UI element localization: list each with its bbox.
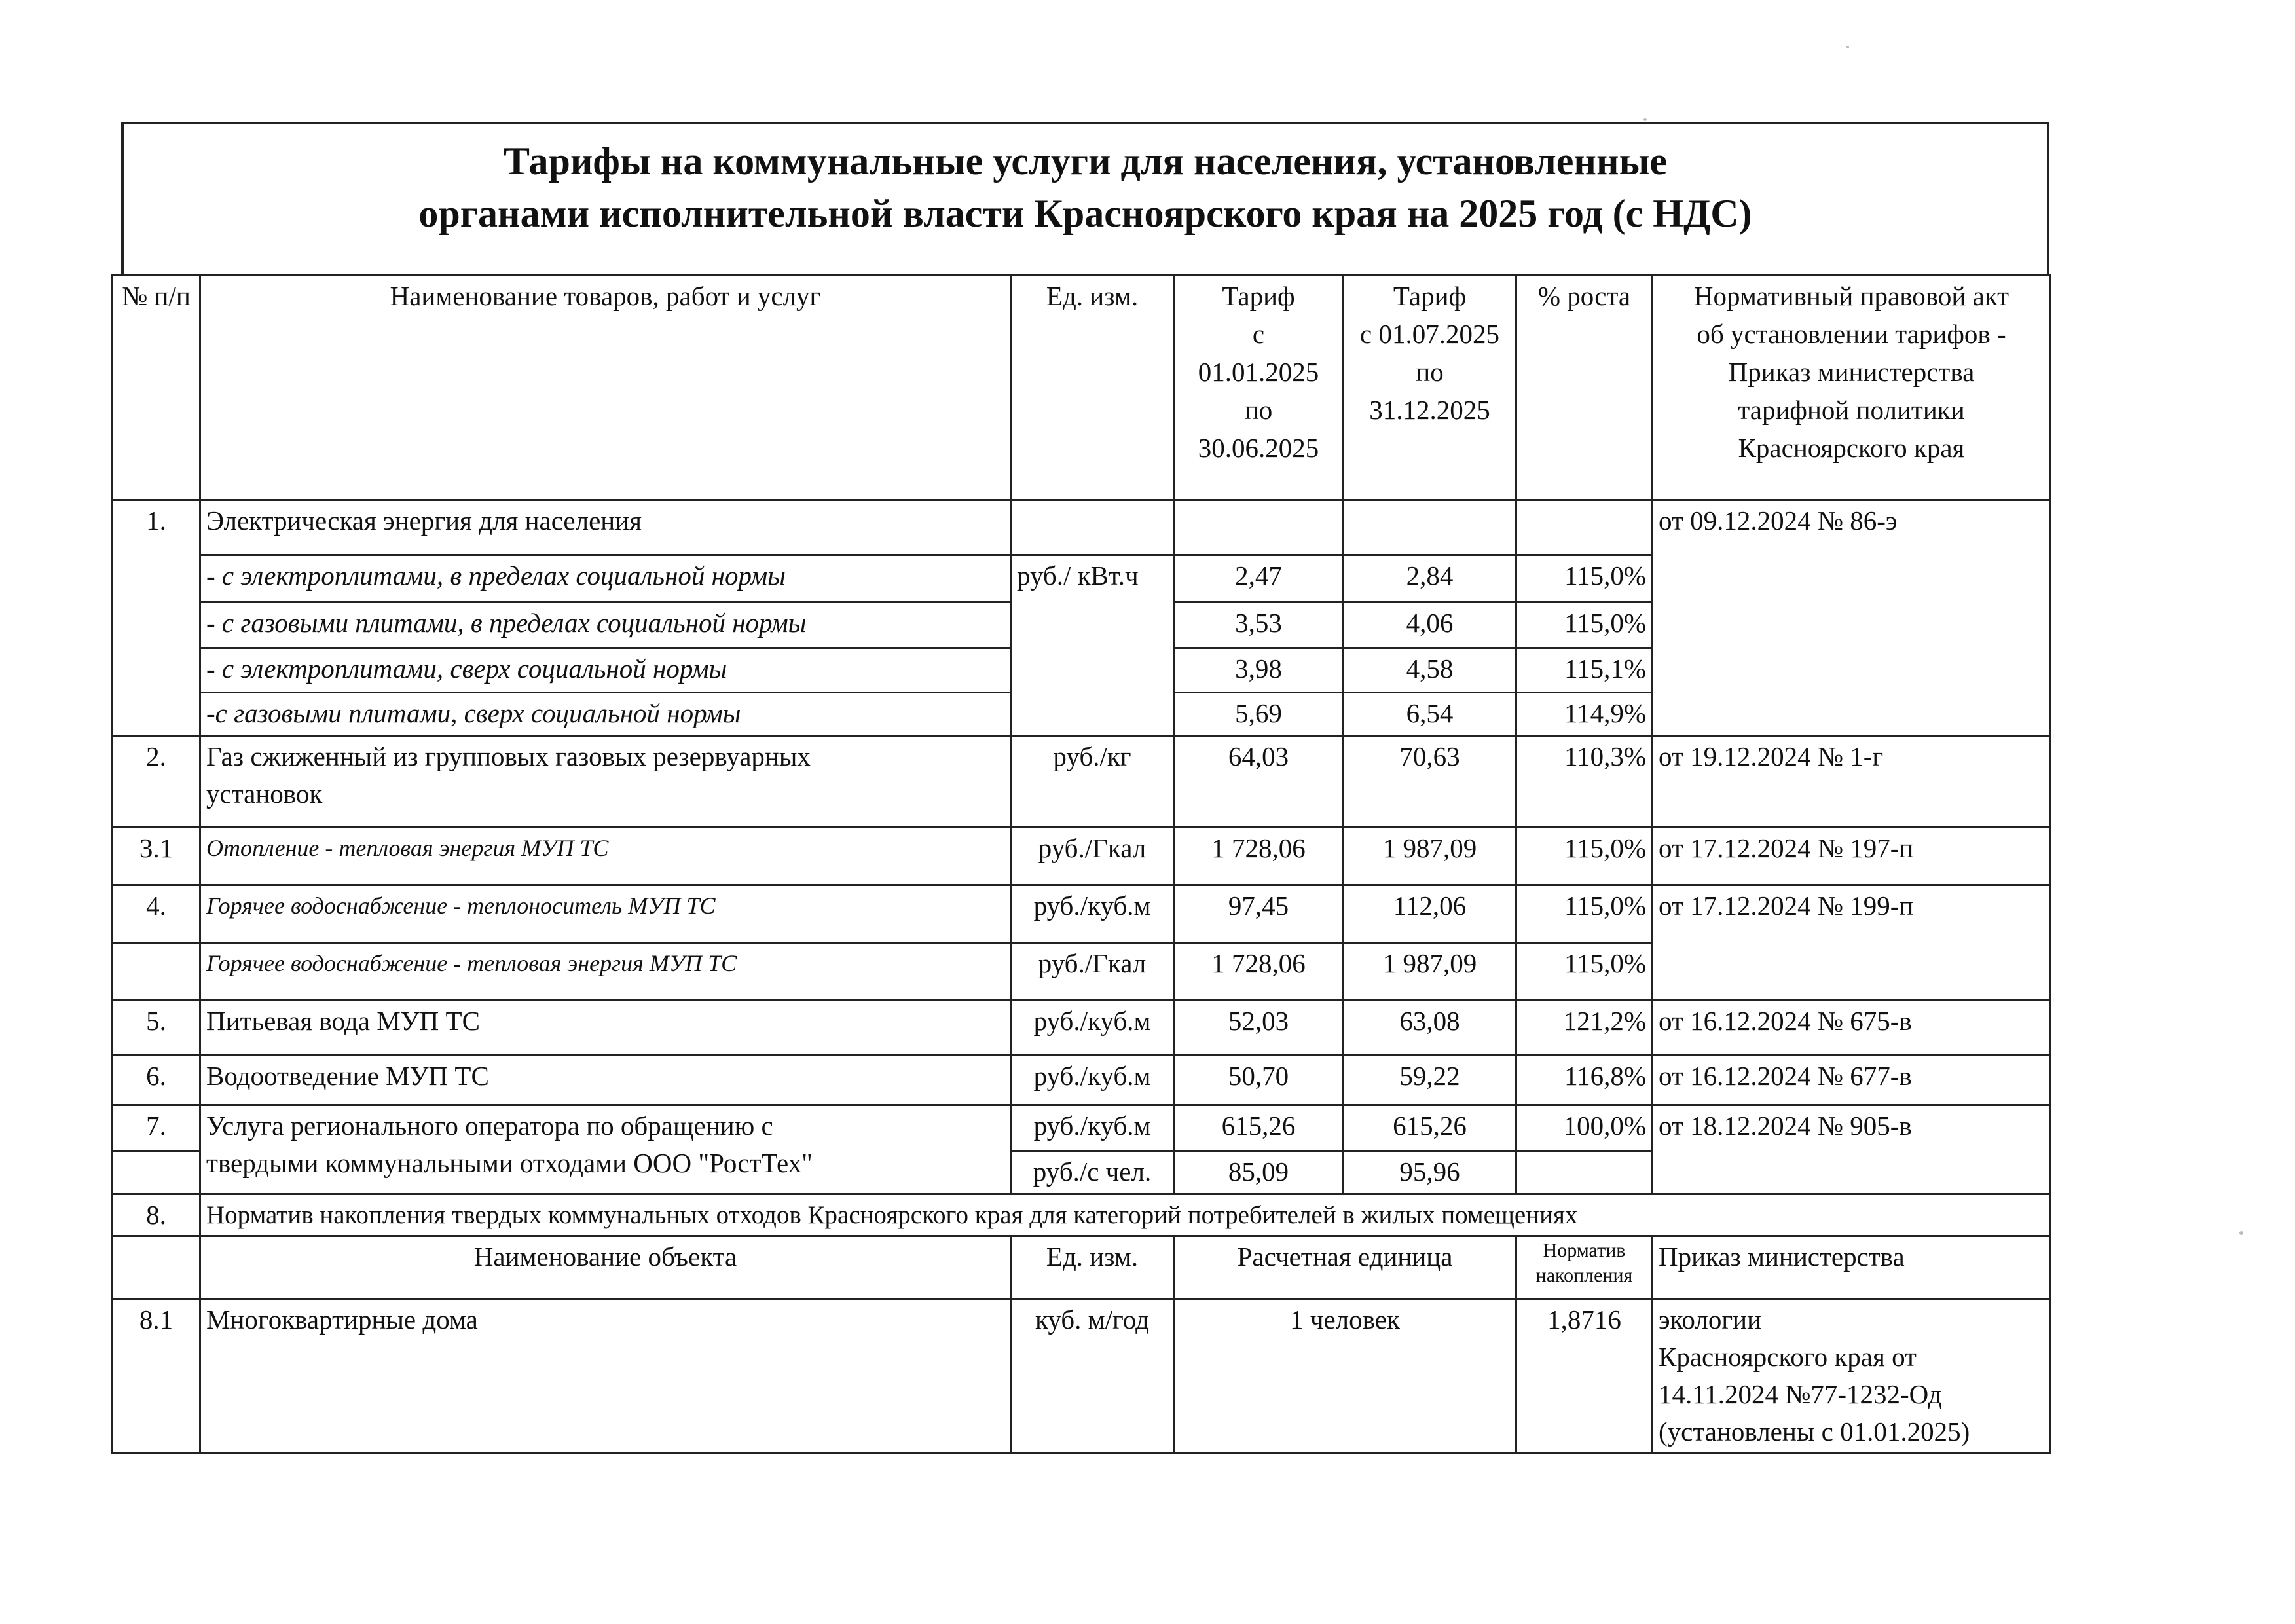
row-tariff-1: 2,47: [1174, 555, 1344, 602]
row-num: 6.: [113, 1056, 200, 1105]
row-num: 5.: [113, 1001, 200, 1056]
row-num: 7.: [113, 1105, 200, 1151]
header-act-line: Нормативный правовой акт: [1693, 281, 2010, 311]
scan-speck: [2239, 1231, 2243, 1235]
row-growth: 115,0%: [1516, 943, 1653, 1001]
row-unit: руб./куб.м: [1011, 1105, 1174, 1151]
header-act: [1653, 275, 2051, 500]
sub-header-name: Наименование объекта: [200, 1236, 1011, 1299]
row-act-line: 14.11.2024 №77-1232-Од: [1659, 1379, 1942, 1409]
row-tariff-1: 3,53: [1174, 602, 1344, 648]
header-num: № п/п: [113, 275, 200, 500]
row-tariff-1: 85,09: [1174, 1151, 1344, 1194]
header-act-line: об установлении тарифов -: [1697, 319, 2006, 349]
sub-header-num: [113, 1236, 200, 1299]
table-row: [113, 1001, 2051, 1056]
sub-header-act: Приказ министерства: [1653, 1236, 2051, 1299]
row-growth: 115,1%: [1516, 648, 1653, 693]
row-tariff-2: 63,08: [1344, 1001, 1516, 1056]
row-name: Отопление - тепловая энергия МУП ТС: [200, 828, 1011, 885]
row-tariff-2: 95,96: [1344, 1151, 1516, 1194]
header-tariff-1-line: с: [1252, 319, 1265, 349]
row-name: [200, 1105, 1011, 1194]
row-name-line: твердыми коммунальными отходами ООО "РостТех": [206, 1148, 813, 1178]
row-tariff-2: 112,06: [1344, 885, 1516, 943]
row-tariff-1: 97,45: [1174, 885, 1344, 943]
row-tariff-2: [1344, 500, 1516, 555]
row-unit: руб./с чел.: [1011, 1151, 1174, 1194]
row-growth: 100,0%: [1516, 1105, 1653, 1151]
title-line-1: Тарифы на коммунальные услуги для населения, установленные: [503, 139, 1668, 183]
row-growth: 116,8%: [1516, 1056, 1653, 1105]
table-row: [113, 885, 2051, 943]
row-tariff-2: 6,54: [1344, 693, 1516, 736]
row-growth: 115,0%: [1516, 885, 1653, 943]
header-tariff-1-line: Тариф: [1222, 281, 1295, 311]
row-tariff-1: 52,03: [1174, 1001, 1344, 1056]
sub-header-row: [113, 1236, 2051, 1299]
row-tariff-1: 1 728,06: [1174, 943, 1344, 1001]
table-row: [113, 736, 2051, 828]
row-growth: 110,3%: [1516, 736, 1653, 828]
header-tariff-2-line: 31.12.2025: [1369, 395, 1490, 425]
row-growth: 115,0%: [1516, 555, 1653, 602]
table-header-row: [113, 275, 2051, 500]
row-name: Питьевая вода МУП ТС: [200, 1001, 1011, 1056]
table-row: [113, 828, 2051, 885]
row-name: -с газовыми плитами, сверх социальной нормы: [200, 693, 1011, 736]
row-unit: руб./ кВт.ч: [1011, 555, 1174, 736]
row-tariff-1: [1174, 500, 1344, 555]
row-growth: [1516, 1151, 1653, 1194]
table-row: [113, 1056, 2051, 1105]
header-growth: % роста: [1516, 275, 1653, 500]
row-name: Водоотведение МУП ТС: [200, 1056, 1011, 1105]
row-act: от 17.12.2024 № 199-п: [1653, 885, 2051, 1001]
row-tariff-2: 4,06: [1344, 602, 1516, 648]
header-tariff-2-line: с 01.07.2025: [1360, 319, 1499, 349]
header-tariff-1: [1174, 275, 1344, 500]
header-act-line: Приказ министерства: [1728, 357, 1975, 387]
row-tariff-1: 3,98: [1174, 648, 1344, 693]
row-num: 8.: [113, 1194, 200, 1236]
header-tariff-2: [1344, 275, 1516, 500]
title-line-2: органами исполнительной власти Красноярского края на 2025 год (с НДС): [418, 192, 1752, 235]
row-tariff-1: 615,26: [1174, 1105, 1344, 1151]
row-tariff-2: 1 987,09: [1344, 943, 1516, 1001]
header-name: Наименование товаров, работ и услуг: [200, 275, 1011, 500]
row-unit: руб./куб.м: [1011, 1056, 1174, 1105]
row-unit: [1011, 500, 1174, 555]
row-tariff-2: 1 987,09: [1344, 828, 1516, 885]
row-act: от 16.12.2024 № 677-в: [1653, 1056, 2051, 1105]
row-unit: руб./Гкал: [1011, 943, 1174, 1001]
row-tariff-2: 59,22: [1344, 1056, 1516, 1105]
row-tariff-1: 5,69: [1174, 693, 1344, 736]
row-tariff-1: 1 728,06: [1174, 828, 1344, 885]
row-num: 4.: [113, 885, 200, 943]
row-norm: 1,8716: [1516, 1299, 1653, 1453]
sub-header-norm-line: Норматив: [1543, 1240, 1626, 1261]
header-tariff-2-line: Тариф: [1393, 281, 1467, 311]
header-tariff-2-line: по: [1416, 357, 1444, 387]
row-act-line: экологии: [1659, 1304, 1762, 1335]
tariff-table: [111, 274, 2051, 1454]
row-tariff-2: 2,84: [1344, 555, 1516, 602]
sub-header-unit: Ед. изм.: [1011, 1236, 1174, 1299]
table-row: [113, 1105, 2051, 1151]
row-tariff-2: 615,26: [1344, 1105, 1516, 1151]
row-act-line: (установлены с 01.01.2025): [1659, 1416, 1970, 1447]
row-name: Электрическая энергия для населения: [200, 500, 1011, 555]
header-act-line: тарифной политики: [1738, 395, 1965, 425]
table-row: [113, 1299, 2051, 1453]
sub-header-norm-line: накопления: [1535, 1264, 1633, 1286]
row-act: от 17.12.2024 № 197-п: [1653, 828, 2051, 885]
row-unit: руб./кг: [1011, 736, 1174, 828]
row-tariff-2: 4,58: [1344, 648, 1516, 693]
header-tariff-1-line: по: [1244, 395, 1273, 425]
row-name: - с электроплитами, сверх социальной нормы: [200, 648, 1011, 693]
sub-header-norm: [1516, 1236, 1653, 1299]
row-growth: 121,2%: [1516, 1001, 1653, 1056]
row-act: от 16.12.2024 № 675-в: [1653, 1001, 2051, 1056]
row-num: 1.: [113, 500, 200, 736]
table-row: [113, 500, 2051, 555]
row-name: Горячее водоснабжение - теплоноситель МУП ТС: [200, 885, 1011, 943]
row-name-line: Газ сжиженный из групповых газовых резервуарных: [206, 741, 811, 771]
row-num: [113, 943, 200, 1001]
row-num: 2.: [113, 736, 200, 828]
row-name-line: Услуга регионального оператора по обращению с: [206, 1111, 773, 1141]
row-name: - с электроплитами, в пределах социальной нормы: [200, 555, 1011, 602]
header-tariff-1-line: 01.01.2025: [1198, 357, 1319, 387]
row-growth: 115,0%: [1516, 602, 1653, 648]
row-name: Многоквартирные дома: [200, 1299, 1011, 1453]
row-unit: руб./Гкал: [1011, 828, 1174, 885]
row-calc: 1 человек: [1174, 1299, 1516, 1453]
row-growth: [1516, 500, 1653, 555]
row-num: [113, 1151, 200, 1194]
row-tariff-1: 64,03: [1174, 736, 1344, 828]
row-tariff-2: 70,63: [1344, 736, 1516, 828]
title-box: [121, 122, 2049, 274]
row-tariff-1: 50,70: [1174, 1056, 1344, 1105]
row-act: от 09.12.2024 № 86-э: [1653, 500, 2051, 736]
row-unit: руб./куб.м: [1011, 1001, 1174, 1056]
row-name: [200, 736, 1011, 828]
row-name: - с газовыми плитами, в пределах социальной нормы: [200, 602, 1011, 648]
scan-speck: [1846, 46, 1849, 48]
row-name: Горячее водоснабжение - тепловая энергия МУП ТС: [200, 943, 1011, 1001]
row-num: 3.1: [113, 828, 200, 885]
row-growth: 115,0%: [1516, 828, 1653, 885]
sub-header-calc: Расчетная единица: [1174, 1236, 1516, 1299]
row-unit: куб. м/год: [1011, 1299, 1174, 1453]
row-name: Норматив накопления твердых коммунальных отходов Красноярского края для категорий потребителей в жилых помещениях: [200, 1194, 2051, 1236]
row-act: от 18.12.2024 № 905-в: [1653, 1105, 2051, 1194]
header-tariff-1-line: 30.06.2025: [1198, 433, 1319, 463]
header-act-line: Красноярского края: [1738, 433, 1965, 463]
table-row: [113, 1194, 2051, 1236]
scan-speck: [1643, 118, 1647, 121]
row-growth: 114,9%: [1516, 693, 1653, 736]
row-act-line: Красноярского края от: [1659, 1342, 1917, 1372]
header-unit: Ед. изм.: [1011, 275, 1174, 500]
tariff-sheet: [111, 122, 2049, 1451]
row-act: от 19.12.2024 № 1-г: [1653, 736, 2051, 828]
row-name-line: установок: [206, 779, 323, 809]
row-num: 8.1: [113, 1299, 200, 1453]
row-act: [1653, 1299, 2051, 1453]
row-unit: руб./куб.м: [1011, 885, 1174, 943]
